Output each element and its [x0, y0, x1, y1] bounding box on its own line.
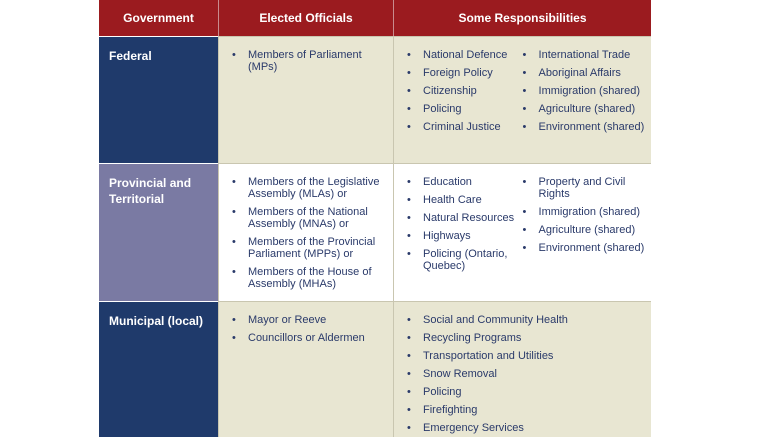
list-item: • Policing: [406, 386, 645, 398]
list-item: • Citizenship: [406, 85, 522, 97]
list-item: • International Trade: [522, 49, 645, 61]
row-provincial-responsibilities: [393, 163, 651, 301]
list-item: • Members of the Provincial Parliament (MPPs) or: [231, 236, 387, 260]
list-item: • Agriculture (shared): [522, 103, 645, 115]
list-item: • Education: [406, 176, 522, 188]
list-item: • Agriculture (shared): [522, 224, 645, 236]
officials-list: [231, 314, 387, 344]
responsibilities-list-col2: [522, 176, 645, 301]
list-item: • Policing: [406, 103, 522, 115]
header-elected-officials: Elected Officials: [218, 0, 393, 36]
row-federal-label: Federal: [99, 36, 218, 163]
list-item: • Foreign Policy: [406, 67, 522, 79]
list-item: • Emergency Services: [406, 422, 645, 434]
list-item: • Property and Civil Rights: [522, 176, 645, 200]
list-item: • Environment (shared): [522, 121, 645, 133]
officials-list: [231, 176, 387, 290]
list-item: • Policing (Ontario, Quebec): [406, 248, 522, 272]
row-municipal-responsibilities: [393, 301, 651, 437]
list-item: • Mayor or Reeve: [231, 314, 387, 326]
officials-list: [231, 49, 387, 73]
list-item: • Aboriginal Affairs: [522, 67, 645, 79]
header-government: Government: [99, 0, 218, 36]
list-item: • Health Care: [406, 194, 522, 206]
list-item: • Highways: [406, 230, 522, 242]
list-item: • Immigration (shared): [522, 85, 645, 97]
list-item: • Councillors or Aldermen: [231, 332, 387, 344]
list-item: • Members of the Legislative Assembly (MLAs) or: [231, 176, 387, 200]
row-provincial-officials: [218, 163, 393, 301]
government-table: [99, 0, 651, 437]
list-item: • Natural Resources: [406, 212, 522, 224]
list-item: • Transportation and Utilities: [406, 350, 645, 362]
list-item: • Snow Removal: [406, 368, 645, 380]
list-item: • Members of Parliament (MPs): [231, 49, 387, 73]
list-item: • Environment (shared): [522, 242, 645, 254]
row-municipal-label: Municipal (local): [99, 301, 218, 437]
responsibilities-list-col1: [406, 49, 522, 163]
list-item: • Members of the House of Assembly (MHAs): [231, 266, 387, 290]
list-item: • Members of the National Assembly (MNAs) or: [231, 206, 387, 230]
list-item: • Recycling Programs: [406, 332, 645, 344]
responsibilities-list-col2: [522, 49, 645, 163]
row-federal-officials: [218, 36, 393, 163]
list-item: • Social and Community Health: [406, 314, 645, 326]
list-item: • Firefighting: [406, 404, 645, 416]
header-responsibilities: Some Responsibilities: [393, 0, 651, 36]
row-provincial-label: Provincial and Territorial: [99, 163, 218, 301]
row-municipal-officials: [218, 301, 393, 437]
responsibilities-list-col1: [406, 176, 522, 301]
list-item: • Immigration (shared): [522, 206, 645, 218]
row-federal-responsibilities: [393, 36, 651, 163]
responsibilities-list-col1: [406, 314, 645, 437]
list-item: • Criminal Justice: [406, 121, 522, 133]
list-item: • National Defence: [406, 49, 522, 61]
